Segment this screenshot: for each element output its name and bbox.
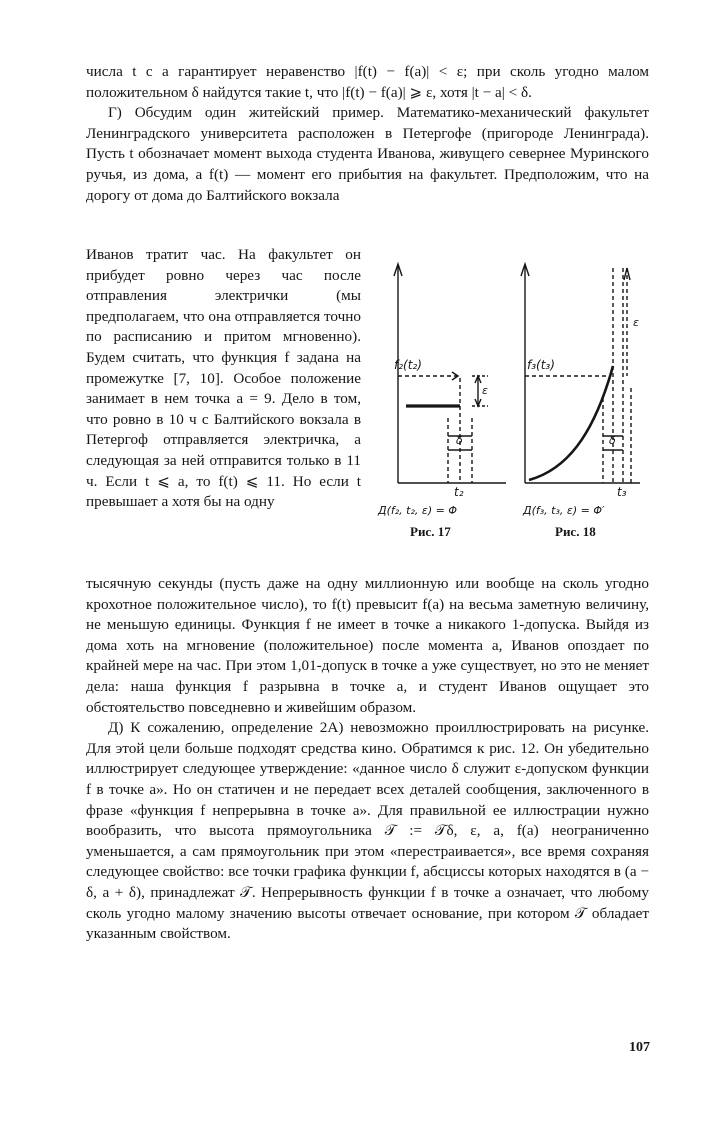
fig18-formula: Д(f₃, t₃, ε) = Φ′ bbox=[523, 504, 605, 517]
figure-17-graph bbox=[378, 258, 513, 508]
paragraph-g-wrap: Иванов тратит час. На факультет он прибудет ровно через час после отправления электрички (мы предполагаем, что она отправляется точно по расписанию и притом мгновенно). Будем считать, что функция f задана на промежутке [7, 10]. Особое положение занимает в нем точка a = 9. Дело в том, что ровно в 10 ч с Балтийского вокзала в Петергоф отправляется электричка, а следующая за ней отправится только в 11 ч. Если t ⩽ a, то f(t) ⩽ 11. Но если t превышает a хотя бы на одну bbox=[86, 246, 361, 511]
paragraph-g-end: тысячную секунды (пусть даже на одну миллионную или вообще на сколь угодно крохотное положительное число), то f(t) превысит f(a) на весьма заметную величину, не меньшую единицы. Функция f не имеет в точке a никакого 1-допуска. Выйдя из дома хоть на мгновение (положительное) после момента a, Иванов опоздает по крайней мере на час. При этом 1,01-допуск в точке a уже существует, но это не меняет дела: наша функция f разрывна в точке a, и студент Иванов ощущает это обстоятельство повседневно и живейшим образом. bbox=[86, 575, 649, 716]
fig18-epsilon-label: ε bbox=[633, 316, 639, 329]
fig18-caption: Рис. 18 bbox=[555, 524, 596, 539]
fig17-delta-label: δ bbox=[456, 434, 463, 447]
fig18-y-label: f₃(t₃) bbox=[527, 358, 555, 372]
fig18-delta-label: δ bbox=[609, 434, 616, 447]
paragraph-continuation: числа t с a гарантирует неравенство |f(t) − f(a)| < ε; при сколь угодно малом положительном δ найдутся такие t, что |f(t) − f(a)| ⩾ ε, хотя |t − a| < δ. bbox=[86, 63, 649, 101]
fig18-x-label: t₃ bbox=[617, 485, 627, 499]
figure-17 bbox=[378, 258, 513, 548]
fig17-formula: Д(f₂, t₂, ε) = Φ bbox=[378, 504, 457, 517]
fig17-x-label: t₂ bbox=[454, 485, 464, 499]
paragraph-d: Д) К сожалению, определение 2А) невозможно проиллюстрировать на рисунке. Для этой цели больше подходят средства кино. Обратимся к рис. 12. Он убедительно иллюстрирует следующее утверждение: «данное число δ служит ε-допуском функции f в точке a». Но он статичен и не передает всех деталей сообщения, заключенного в фразе «функция f непрерывна в точке a». Для правильной ее иллюстрации нужно вообразить, что высота прямоугольника 𝒯 := 𝒯δ, ε, a, f(a) неограниченно уменьшается, а сам прямоугольник при этом «перестраивается», все время сохраняя следующее свойство: все точки графика функции f, абсциссы которых находятся в (a − δ, a + δ), принадлежат 𝒯. Непрерывность функции f в точке a означает, что любому сколь угодно малому значению высоты отвечает основание, при котором 𝒯 обладает указанным свойством. bbox=[86, 719, 649, 943]
fig17-caption: Рис. 17 bbox=[410, 524, 451, 539]
figure-18-graph bbox=[515, 258, 655, 508]
fig17-y-label: f₂(t₂) bbox=[394, 358, 422, 372]
page-number: 107 bbox=[629, 1040, 650, 1055]
figure-18 bbox=[515, 258, 655, 548]
after-figures-text bbox=[86, 574, 649, 945]
wrapped-text-block bbox=[86, 245, 361, 513]
fig17-epsilon-label: ε bbox=[482, 384, 488, 397]
top-text-block bbox=[86, 62, 649, 206]
paragraph-g: Г) Обсудим один житейский пример. Математико-механический факультет Ленинградского университета расположен в Петергофе (пригороде Ленинграда). Пусть t обозначает момент выхода студента Иванова, живущего севернее Муринского ручья, из дома, а f(t) — момент его прибытия на факультет. Предположим, что на дорогу от дома до Балтийского вокзала bbox=[86, 104, 649, 204]
